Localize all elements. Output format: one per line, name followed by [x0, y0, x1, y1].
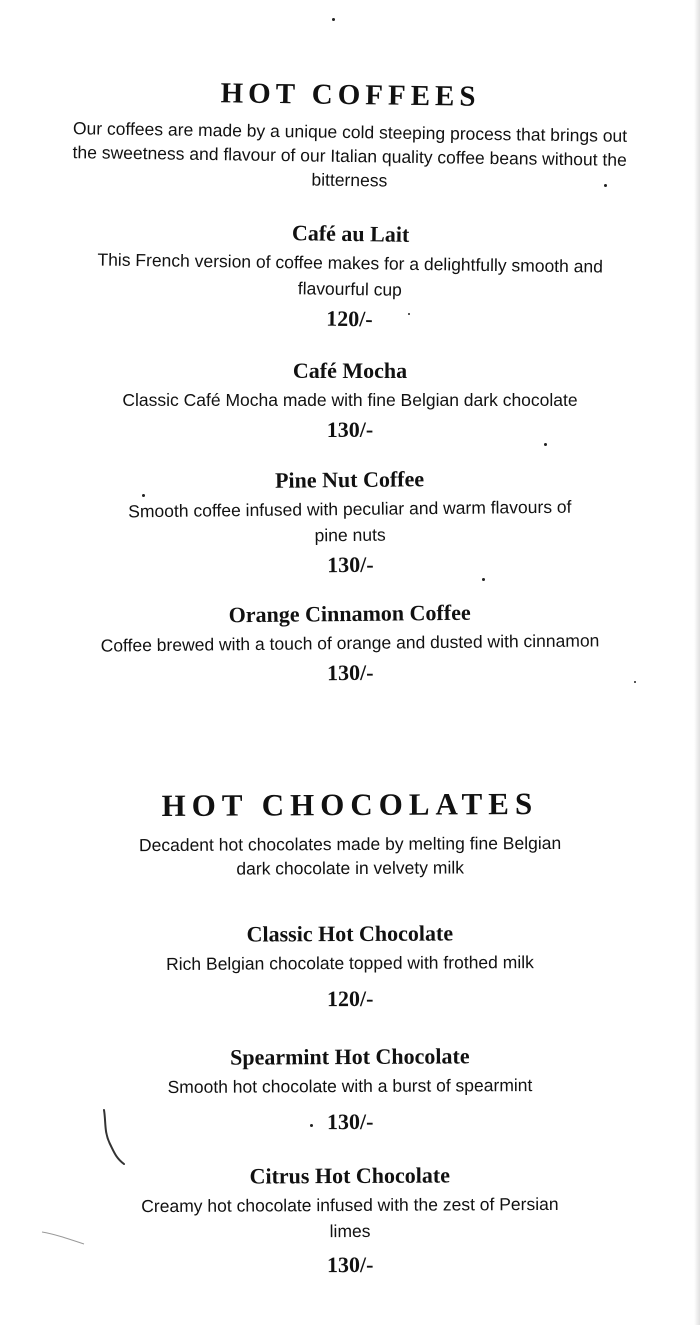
item-description: This French version of coffee makes for a delightfully smooth and flavourful cup [97, 249, 604, 300]
menu-item-pine-nut-coffee [0, 462, 700, 583]
section-title-hot-coffees: HOT COFFEES [220, 77, 481, 113]
item-price: 130/- [326, 659, 374, 686]
item-description: Smooth coffee infused with peculiar and warm flavours of pine nuts [128, 496, 572, 546]
hot-coffees-section-header [0, 73, 700, 197]
item-name: Pine Nut Coffee [274, 466, 425, 493]
pen-mark [98, 1108, 132, 1172]
item-name: Café au Lait [291, 220, 410, 247]
item-price: 130/- [326, 1108, 374, 1135]
scan-speck [142, 494, 145, 497]
item-price: 130/- [326, 417, 374, 442]
menu-item-cafe-au-lait [0, 215, 700, 339]
item-price: 120/- [326, 305, 373, 332]
item-name: Classic Hot Chocolate [246, 920, 454, 947]
menu-item-citrus-hot-chocolate [0, 1160, 700, 1282]
item-description: Classic Café Mocha made with fine Belgian dark chocolate [122, 390, 578, 410]
item-description: Rich Belgian chocolate topped with frothed milk [166, 952, 534, 974]
item-price: 120/- [326, 985, 374, 1012]
scan-speck [604, 184, 607, 187]
menu-item-cafe-mocha [0, 357, 700, 445]
menu-item-classic-hot-chocolate [0, 918, 700, 1016]
pen-mark [40, 1228, 90, 1248]
item-description: Creamy hot chocolate infused with the zest of Persian limes [141, 1193, 559, 1242]
menu-item-orange-cinnamon-coffee [0, 596, 700, 691]
scan-speck [332, 18, 335, 21]
scan-speck [408, 313, 410, 315]
item-name: Orange Cinnamon Coffee [228, 599, 471, 628]
item-name: Citrus Hot Chocolate [249, 1162, 451, 1189]
scan-speck [544, 443, 547, 446]
item-name: Café Mocha [292, 358, 408, 383]
section-title-hot-chocolates: HOT CHOCOLATES [161, 786, 539, 823]
section-description-hot-chocolates: Decadent hot chocolates made by melting fine Belgian dark chocolate in velvety milk [138, 832, 562, 879]
scan-speck [482, 578, 485, 581]
item-price: 130/- [326, 1251, 374, 1278]
scan-speck [310, 1124, 313, 1127]
scan-speck [634, 681, 636, 683]
item-price: 130/- [327, 551, 374, 578]
item-name: Spearmint Hot Chocolate [229, 1043, 470, 1070]
hot-chocolates-section-header [0, 786, 700, 882]
item-description: Smooth hot chocolate with a burst of spearmint [167, 1075, 533, 1097]
section-description-hot-coffees: Our coffees are made by a unique cold steeping process that brings out the sweetness and flavour of our Italian quality coffee beans without the bitterness [72, 118, 628, 191]
item-description: Coffee brewed with a touch of orange and dusted with cinnamon [100, 630, 600, 656]
